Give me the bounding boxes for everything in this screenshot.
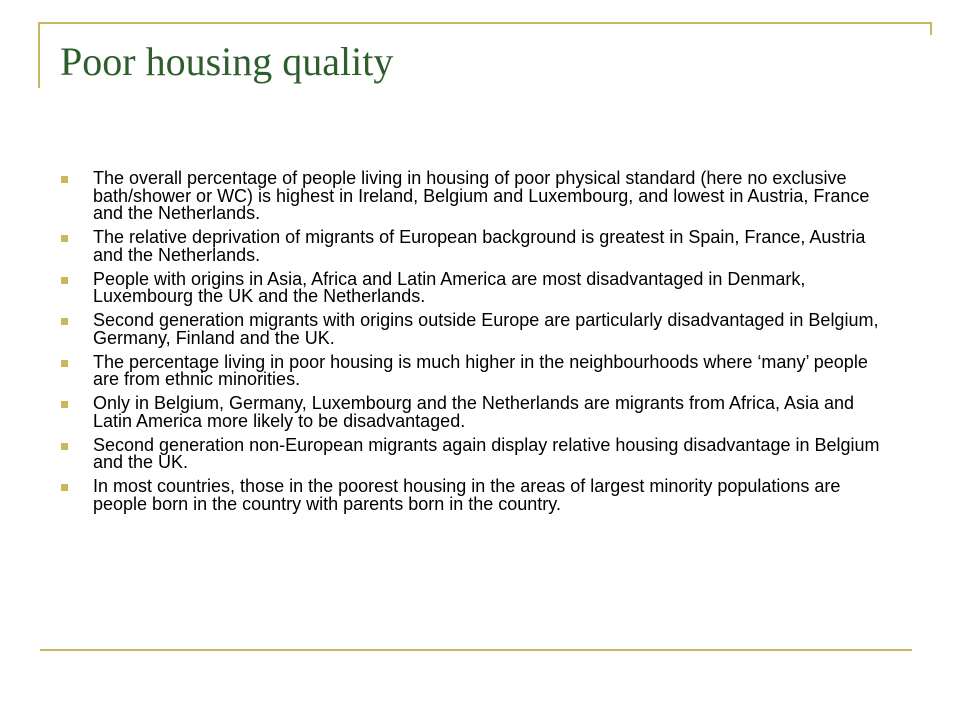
slide-title: Poor housing quality [60,39,394,84]
bullet-text: The overall percentage of people living in housing of poor physical standard (here no exclusive bath/shower or WC) is highest in Ireland, Belgium and Luxembourg, and lowest in Austria, France and the Netherlands. [93,168,870,223]
top-border-line [40,22,932,24]
square-bullet-icon [61,318,68,325]
bullet-text: In most countries, those in the poorest housing in the areas of largest minority populations are people born in the country with parents born in the country. [93,476,841,514]
square-bullet-icon [61,176,68,183]
right-border-tick [930,22,932,35]
bullet-item [60,170,880,223]
bullet-text: Second generation non-European migrants again display relative housing disadvantage in Belgium and the UK. [93,434,880,472]
bullet-text: Only in Belgium, Germany, Luxembourg and the Netherlands are migrants from Africa, Asia and Latin America more likely to be disadvantaged. [93,393,855,431]
bullet-text: Second generation migrants with origins outside Europe are particularly disadvantaged in Belgium, Germany, Finland and the UK. [93,310,879,348]
square-bullet-icon [61,277,68,284]
bullet-item [60,229,880,264]
bullet-item [60,268,880,306]
bullet-item [60,434,880,472]
bullet-item [60,395,880,430]
bottom-border-line [40,649,912,651]
bullet-item [60,312,880,347]
bullet-item [60,351,880,389]
bullet-list [60,170,880,520]
bullet-item [60,478,880,513]
bullet-text: People with origins in Asia, Africa and Latin America are most disadvantaged in Denmark, Luxembourg the UK and the Netherlands. [93,268,806,306]
left-border-line [38,22,40,88]
square-bullet-icon [61,443,68,450]
bullet-text: The relative deprivation of migrants of European background is greatest in Spain, France, Austria and the Netherlands. [93,227,866,265]
square-bullet-icon [61,484,68,491]
square-bullet-icon [61,360,68,367]
square-bullet-icon [61,235,68,242]
square-bullet-icon [61,401,68,408]
bullet-text: The percentage living in poor housing is much higher in the neighbourhoods where ‘many’ people are from ethnic minorities. [93,351,868,389]
